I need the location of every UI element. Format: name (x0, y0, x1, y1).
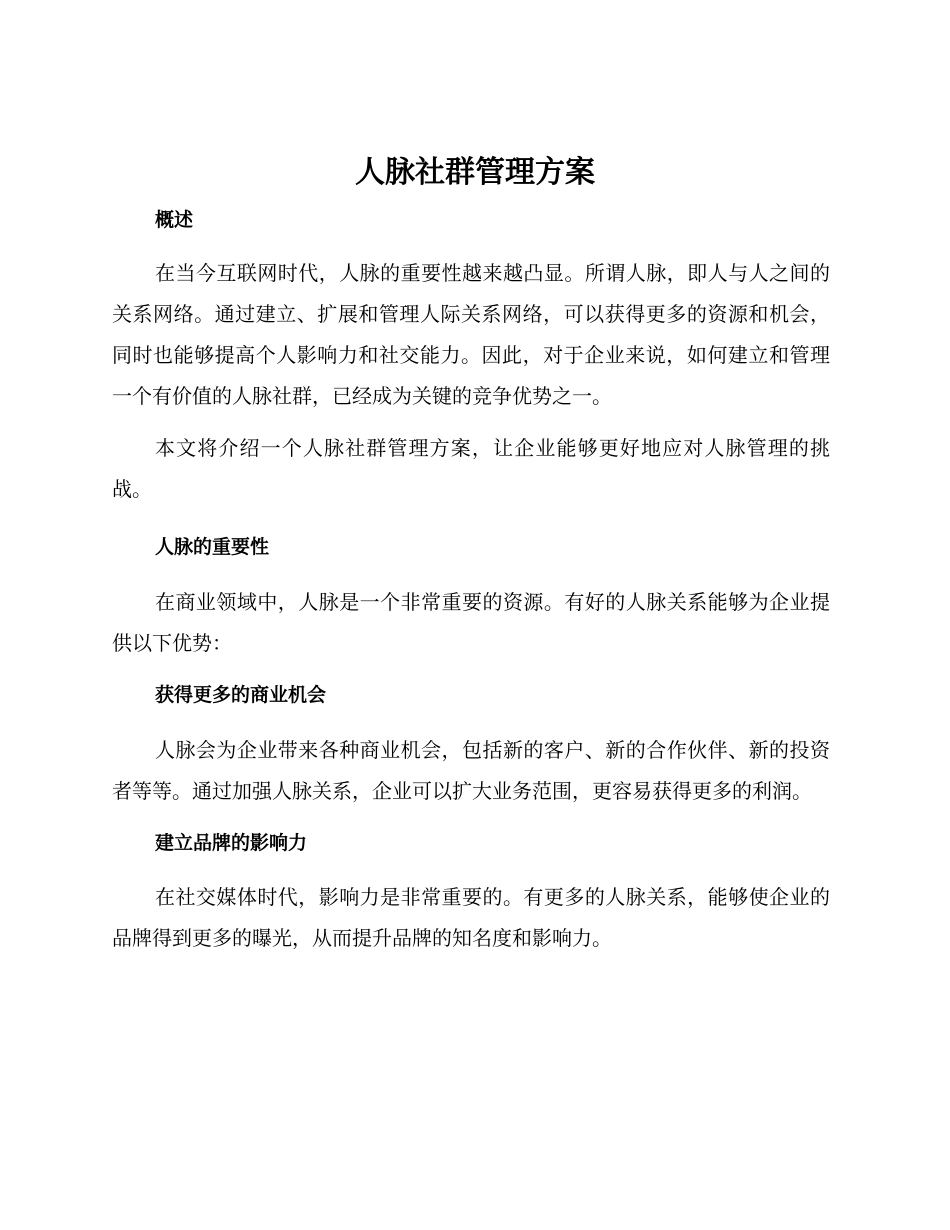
paragraph-overview-2: 本文将介绍一个人脉社群管理方案，让企业能够更好地应对人脉管理的挑战。 (112, 436, 830, 501)
document-title: 人脉社群管理方案 (355, 155, 595, 190)
paragraph-opportunity: 人脉会为企业带来各种商业机会，包括新的客户、新的合作伙伴、新的投资者等等。通过加强人脉关系，企业可以扩大业务范围，更容易获得更多的利润。 (112, 738, 830, 803)
section-heading-opportunity: 获得更多的商业机会 (155, 684, 327, 706)
section-heading-importance: 人脉的重要性 (155, 536, 270, 558)
paragraph-overview-1: 在当今互联网时代，人脉的重要性越来越凸显。所谓人脉，即人与人之间的关系网络。通过建立、扩展和管理人际关系网络，可以获得更多的资源和机会，同时也能够提高个人影响力和社交能力。因此，对于企业来说，如何建立和管理一个有价值的人脉社群，已经成为关键的竞争优势之一。 (112, 261, 830, 408)
section-heading-brand: 建立品牌的影响力 (155, 832, 308, 854)
document-body (112, 200, 830, 959)
section-heading-overview: 概述 (155, 209, 194, 231)
paragraph-importance: 在商业领域中，人脉是一个非常重要的资源。有好的人脉关系能够为企业提供以下优势： (112, 590, 830, 655)
paragraph-brand: 在社交媒体时代，影响力是非常重要的。有更多的人脉关系，能够使企业的品牌得到更多的曝光，从而提升品牌的知名度和影响力。 (112, 885, 830, 950)
